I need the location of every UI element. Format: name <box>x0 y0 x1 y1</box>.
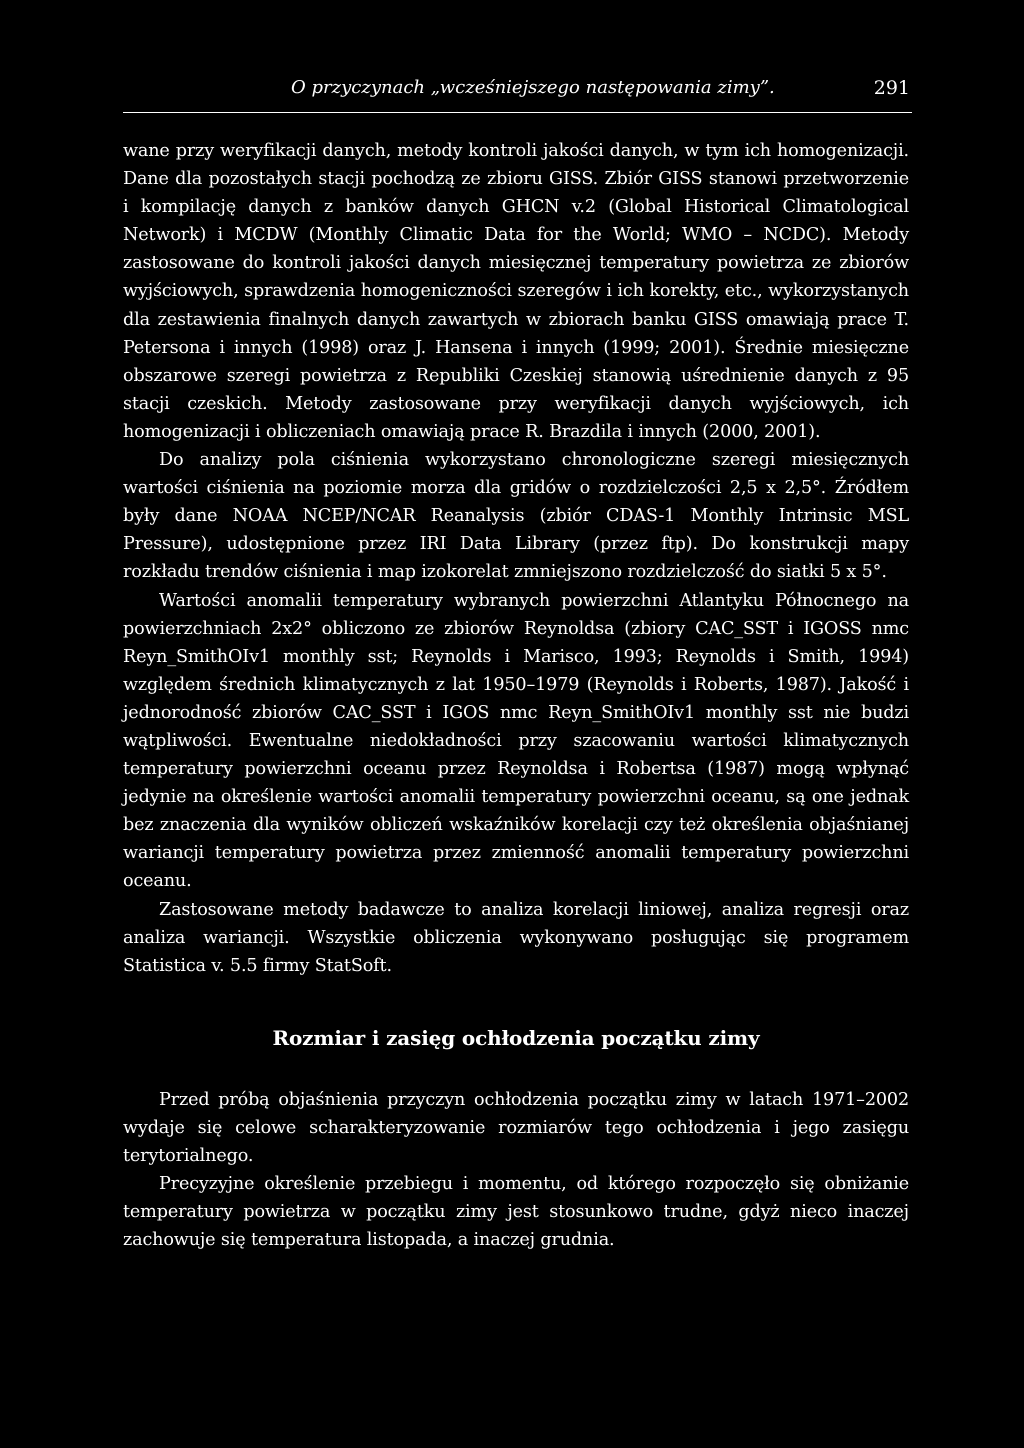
paragraph: Zastosowane metody badawcze to analiza korelacji liniowej, analiza regresji oraz analiza wariancji. Wszystkie obliczenia wykonywano posługując się programem Statistica v. 5.5 firmy StatSoft. <box>123 899 909 976</box>
body-text <box>123 137 909 1254</box>
paragraph: wane przy weryfikacji danych, metody kontroli jakości danych, w tym ich homogenizacji. Dane dla pozostałych stacji pochodzą ze zbioru GISS. Zbiór GISS stanowi przetworzenie i kompilację danych z banków danych GHCN v.2 (Global Historical Climatological Network) i MCDW (Monthly Climatic Data for the World; WMO – NCDC). Metody zastosowane do kontroli jakości danych miesięcznej temperatury powietrza ze zbiorów wyjściowych, sprawdzenia homogeniczności szeregów i ich korekty, etc., wykorzystanych dla zestawienia finalnych danych zawartych w zbiorach banku GISS omawiają prace T. Petersona i innych (1998) oraz J. Hansena i innych (1999; 2001). Średnie miesięczne obszarowe szeregi powietrza z Republiki Czeskiej stanowią uśrednienie danych z 95 stacji czeskich. Metody zastosowane przy weryfikacji danych wyjściowych, ich homogenizacji i obliczeniach omawiają prace R. Brazdila i innych (2000, 2001). <box>123 141 909 442</box>
paragraph: Do analizy pola ciśnienia wykorzystano chronologiczne szeregi miesięcznych wartości ciśnienia na poziomie morza dla gridów o rozdzielczości 2,5 x 2,5°. Źródłem były dane NOAA NCEP/NCAR Reanalysis (zbiór CDAS-1 Monthly Intrinsic MSL Pressure), udostępnione przez IRI Data Library (przez ftp). Do konstrukcji mapy rozkładu trendów ciśnienia i map izokorelat zmniejszono rozdzielczość do siatki 5 x 5°. <box>123 450 909 583</box>
running-title: O przyczynach „wcześniejszego następowania zimy”. <box>291 77 775 98</box>
paragraph: Precyzyjne określenie przebiegu i momentu, od którego rozpoczęło się obniżanie temperatury powietrza w początku zimy jest stosunkowo trudne, gdyż nieco inaczej zachowuje się temperatura listopada, a inaczej grudnia. <box>123 1174 909 1251</box>
page-header <box>123 76 912 113</box>
paragraph: Wartości anomalii temperatury wybranych powierzchni Atlantyku Północnego na powierzchniach 2x2° obliczono ze zbiorów Reynoldsa (zbiory CAC_SST i IGOSS nmc Reyn_SmithOIv1 monthly sst; Reynolds i Marisco, 1993; Reynolds i Smith, 1994) względem średnich klimatycznych z lat 1950–1979 (Reynolds i Roberts, 1987). Jakość i jednorodność zbiorów CAC_SST i IGOS nmc Reyn_SmithOIv1 monthly sst nie budzi wątpliwości. Ewentualne niedokładności przy szacowaniu wartości klimatycznych temperatury powierzchni oceanu przez Reynoldsa i Robertsa (1987) mogą wpłynąć jedynie na określenie wartości anomalii temperatury powierzchni oceanu, są one jednak bez znaczenia dla wyników obliczeń wskaźników korelacji czy też określenia objaśnianej wariancji temperatury powietrza przez zmienność anomalii temperatury powierzchni oceanu. <box>123 590 909 892</box>
paragraph: Przed próbą objaśnienia przyczyn ochłodzenia początku zimy w latach 1971–2002 wydaje się celowe scharakteryzowanie rozmiarów tego ochłodzenia i jego zasięgu terytorialnego. <box>123 1089 909 1166</box>
section-heading: Rozmiar i zasięg ochłodzenia początku zimy <box>272 1025 760 1050</box>
page-number: 291 <box>873 77 910 99</box>
